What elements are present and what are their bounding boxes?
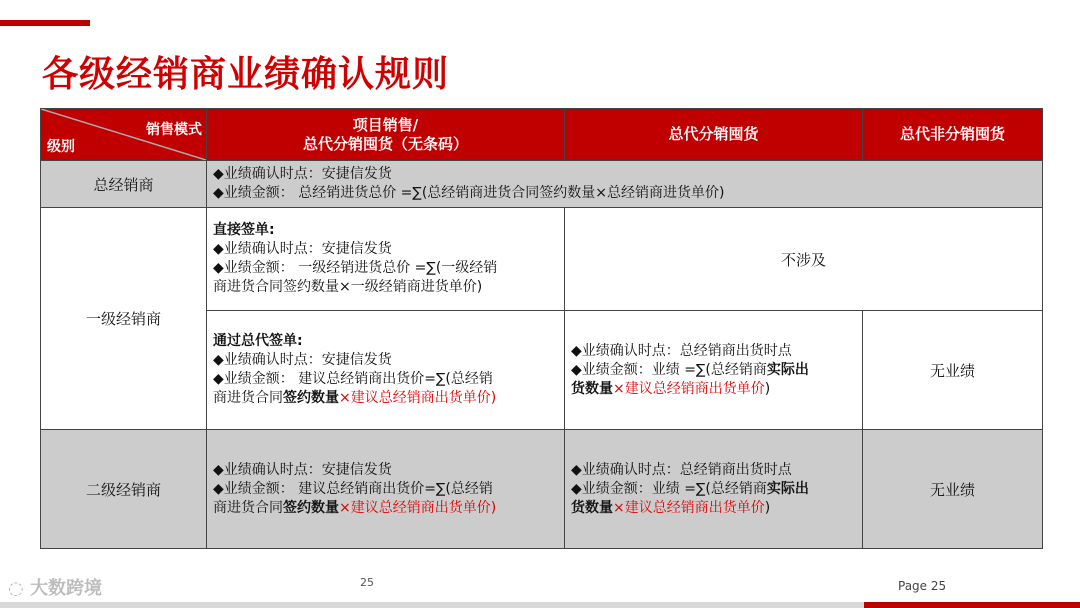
row-first-direct: [41, 208, 1043, 311]
first-direct-cell: [207, 208, 565, 311]
first-via-cell: [207, 311, 565, 430]
logo-icon: ◌: [8, 578, 24, 599]
via-line3: [213, 389, 558, 408]
level-first: 一级经销商: [41, 208, 207, 430]
via-line3-a: 商进货合同: [213, 390, 283, 406]
slide-number: 25: [360, 576, 374, 589]
via-mid-line2-a: ◆业绩金额：业绩 =∑(总经销商: [571, 361, 767, 378]
page-title: 各级经销商业绩确认规则: [42, 54, 450, 95]
via-mid-line3-c: 建议总经销商出货单价: [624, 380, 765, 397]
via-mid-line1: ◆业绩确认时点：总经销商出货时点: [571, 342, 792, 359]
via-line3-c: ×: [339, 390, 351, 406]
second-mid-line2: [571, 480, 856, 499]
direct-line3: 商进货合同签约数量×一级经销商进货单价): [213, 279, 483, 295]
second-line3-a: 商进货合同: [213, 499, 283, 516]
second-mid-line3-b: ×: [613, 499, 625, 516]
direct-line2: ◆业绩金额： 一级经销进货总价 =∑(一级经销: [213, 260, 498, 276]
logo-text: 大数跨境: [30, 578, 102, 599]
general-rule-cell: [207, 161, 1043, 208]
col1-line2: 总代分销囤货（无条码）: [302, 134, 468, 153]
col-header-distribution-stock: 总代分销囤货: [565, 109, 863, 161]
second-line3: [213, 499, 558, 518]
second-left-cell: [207, 430, 565, 549]
level-second: 二级经销商: [41, 430, 207, 549]
via-mid-line3-a: 货数量: [571, 380, 613, 397]
via-mid-line2-b: 实际出: [766, 361, 809, 378]
second-mid-line3-d: ): [764, 499, 771, 516]
second-line1: ◆业绩确认时点：安捷信发货: [213, 461, 392, 478]
second-mid-line3-c: 建议总经销商出货单价: [624, 499, 765, 516]
general-line1: ◆业绩确认时点：安捷信发货: [213, 166, 392, 182]
second-mid-cell: [565, 430, 863, 549]
second-line3-d: 建议总经销商出货单价: [350, 499, 491, 516]
row-second-distributor: [41, 430, 1043, 549]
via-mid-line3-d: ): [764, 380, 771, 397]
second-mid-line3: [571, 499, 856, 518]
col-header-non-distribution-stock: 总代非分销囤货: [863, 109, 1043, 161]
header-row: [41, 109, 1043, 161]
via-mid-line2: [571, 361, 856, 380]
first-via-mid-cell: [565, 311, 863, 430]
direct-line1: ◆业绩确认时点：安捷信发货: [213, 241, 392, 257]
via-line3-d: 建议总经销商出货单价: [350, 390, 491, 406]
level-label: 级别: [47, 139, 75, 155]
col-header-project-sales: [207, 109, 565, 161]
via-mid-line3: [571, 380, 856, 399]
rules-table: [40, 108, 1043, 549]
brand-logo: [8, 574, 102, 600]
second-line2: ◆业绩金额： 建议总经销商出货价=∑(总经销: [213, 480, 493, 497]
via-mid-line3-b: ×: [613, 380, 625, 397]
second-line3-b: 签约数量: [283, 499, 339, 516]
second-no-performance: 无业绩: [863, 430, 1043, 549]
first-via-no-performance: 无业绩: [863, 311, 1043, 430]
via-heading: 通过总代签单:: [213, 333, 303, 349]
via-line3-b: 签约数量: [283, 390, 339, 406]
row-general-distributor: [41, 161, 1043, 208]
not-involved-cell: 不涉及: [565, 208, 1043, 311]
col1-line1: 项目销售/: [352, 115, 419, 134]
sales-mode-label: 销售模式: [146, 122, 202, 138]
general-line2: ◆业绩金额： 总经销进货总价 =∑(总经销商进货合同签约数量×总经销商进货单价): [213, 185, 725, 201]
via-line3-e: ): [490, 390, 497, 406]
second-line3-e: ): [490, 499, 497, 516]
second-mid-line1: ◆业绩确认时点：总经销商出货时点: [571, 461, 792, 478]
diagonal-header-cell: [41, 109, 207, 161]
level-general: 总经销商: [41, 161, 207, 208]
second-line3-c: ×: [339, 499, 351, 516]
direct-heading: 直接签单:: [213, 222, 275, 238]
second-mid-line2-b: 实际出: [766, 480, 809, 497]
bottom-red-strip: [864, 602, 1080, 608]
page-label: Page 25: [898, 579, 947, 593]
second-mid-line3-a: 货数量: [571, 499, 613, 516]
title-accent-bar: [0, 20, 90, 26]
via-line1: ◆业绩确认时点：安捷信发货: [213, 352, 392, 368]
via-line2: ◆业绩金额： 建议总经销商出货价=∑(总经销: [213, 371, 493, 387]
second-mid-line2-a: ◆业绩金额：业绩 =∑(总经销商: [571, 480, 767, 497]
